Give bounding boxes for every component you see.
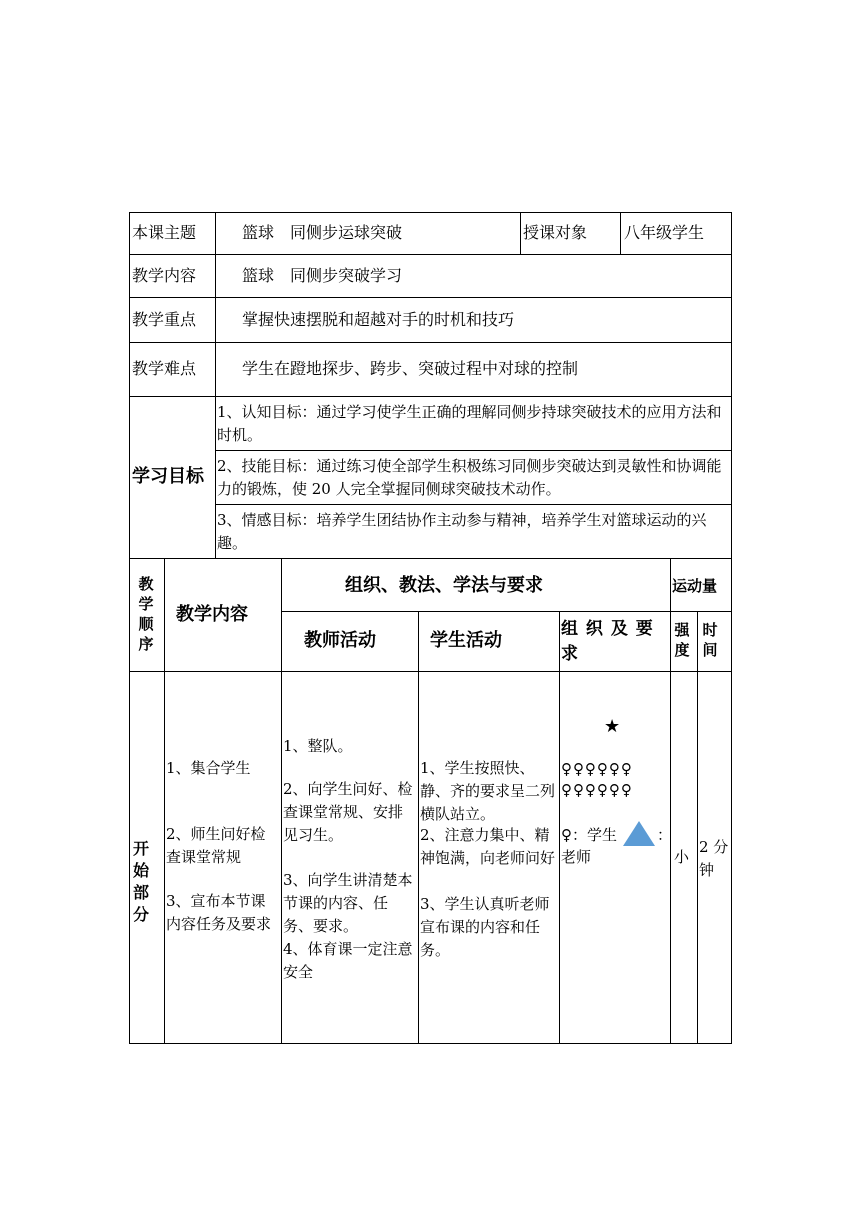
intensity-value: 小 <box>674 848 690 866</box>
goals-label: 学习目标 <box>132 466 204 487</box>
difficulty-value: 学生在蹬地探步、跨步、突破过程中对球的控制 <box>242 359 579 378</box>
goal-affective: 3、情感目标：培养学生团结协作主动参与精神，培养学生对篮球运动的兴趣。 <box>217 511 707 552</box>
content-label: 教学内容 <box>132 266 197 285</box>
col-teacher-header: 教师活动 <box>304 630 376 651</box>
col-content-header: 教学内容 <box>176 604 248 625</box>
col-requirements-header: 组 织 及 要 求 <box>561 619 654 664</box>
teacher-triangle-icon <box>622 820 656 847</box>
audience-label: 授课对象 <box>523 223 588 242</box>
col-time-header: 时间 <box>702 621 718 659</box>
col-org-header: 组织、教法、学法与要求 <box>345 575 543 596</box>
col-student-header: 学生活动 <box>430 630 502 651</box>
formation-row-2: ♀♀♀♀♀♀ <box>561 781 633 799</box>
time-value: 2 分钟 <box>699 838 729 879</box>
key-point-value: 掌握快速摆脱和超越对手的时机和技巧 <box>242 310 515 329</box>
teacher-item-1: 1、整队。 <box>283 737 353 755</box>
legend-teacher: 老师 <box>561 848 592 866</box>
teacher-item-4: 4、体育课一定注意安全 <box>283 940 413 981</box>
content-item-2: 2、师生问好检查课堂常规 <box>166 825 266 866</box>
student-item-2: 2、注意力集中、精神饱满，向老师问好 <box>420 826 556 867</box>
col-intensity-header: 强度 <box>674 621 690 659</box>
teacher-item-2: 2、向学生问好、检查课堂常规、安排见习生。 <box>283 780 413 844</box>
legend-colon: ： <box>657 826 673 844</box>
goal-skill: 2、技能目标：通过练习使全部学生积极练习同侧步突破达到灵敏性和协调能力的锻炼，使 20 人完全掌握同侧球突破技术动作。 <box>217 457 722 498</box>
topic-value: 篮球 同侧步运球突破 <box>242 223 403 242</box>
legend-student: ♀：学生 <box>561 826 617 844</box>
content-item-1: 1、集合学生 <box>166 759 251 777</box>
formation-row-1: ♀♀♀♀♀♀ <box>561 760 633 778</box>
student-item-1: 1、学生按照快、静、齐的要求呈二列横队站立。 <box>420 759 556 823</box>
section-label: 开始部分 <box>132 839 149 924</box>
difficulty-label: 教学难点 <box>132 359 197 378</box>
topic-label: 本课主题 <box>132 223 197 242</box>
teacher-item-3: 3、向学生讲清楚本节课的内容、任务、要求。 <box>283 871 413 935</box>
goal-cognitive: 1、认知目标：通过学习使学生正确的理解同侧步持球突破技术的应用方法和时机。 <box>217 403 722 444</box>
col-load-header: 运动量 <box>672 577 718 595</box>
content-item-3: 3、宣布本节课内容任务及要求 <box>166 892 272 933</box>
teacher-star-icon: ★ <box>604 716 621 737</box>
col-order-header: 教学顺序 <box>138 575 154 653</box>
audience-value: 八年级学生 <box>624 223 705 242</box>
content-value: 篮球 同侧步突破学习 <box>242 266 403 285</box>
student-item-3: 3、学生认真听老师宣布课的内容和任务。 <box>420 895 550 959</box>
key-point-label: 教学重点 <box>132 310 197 329</box>
